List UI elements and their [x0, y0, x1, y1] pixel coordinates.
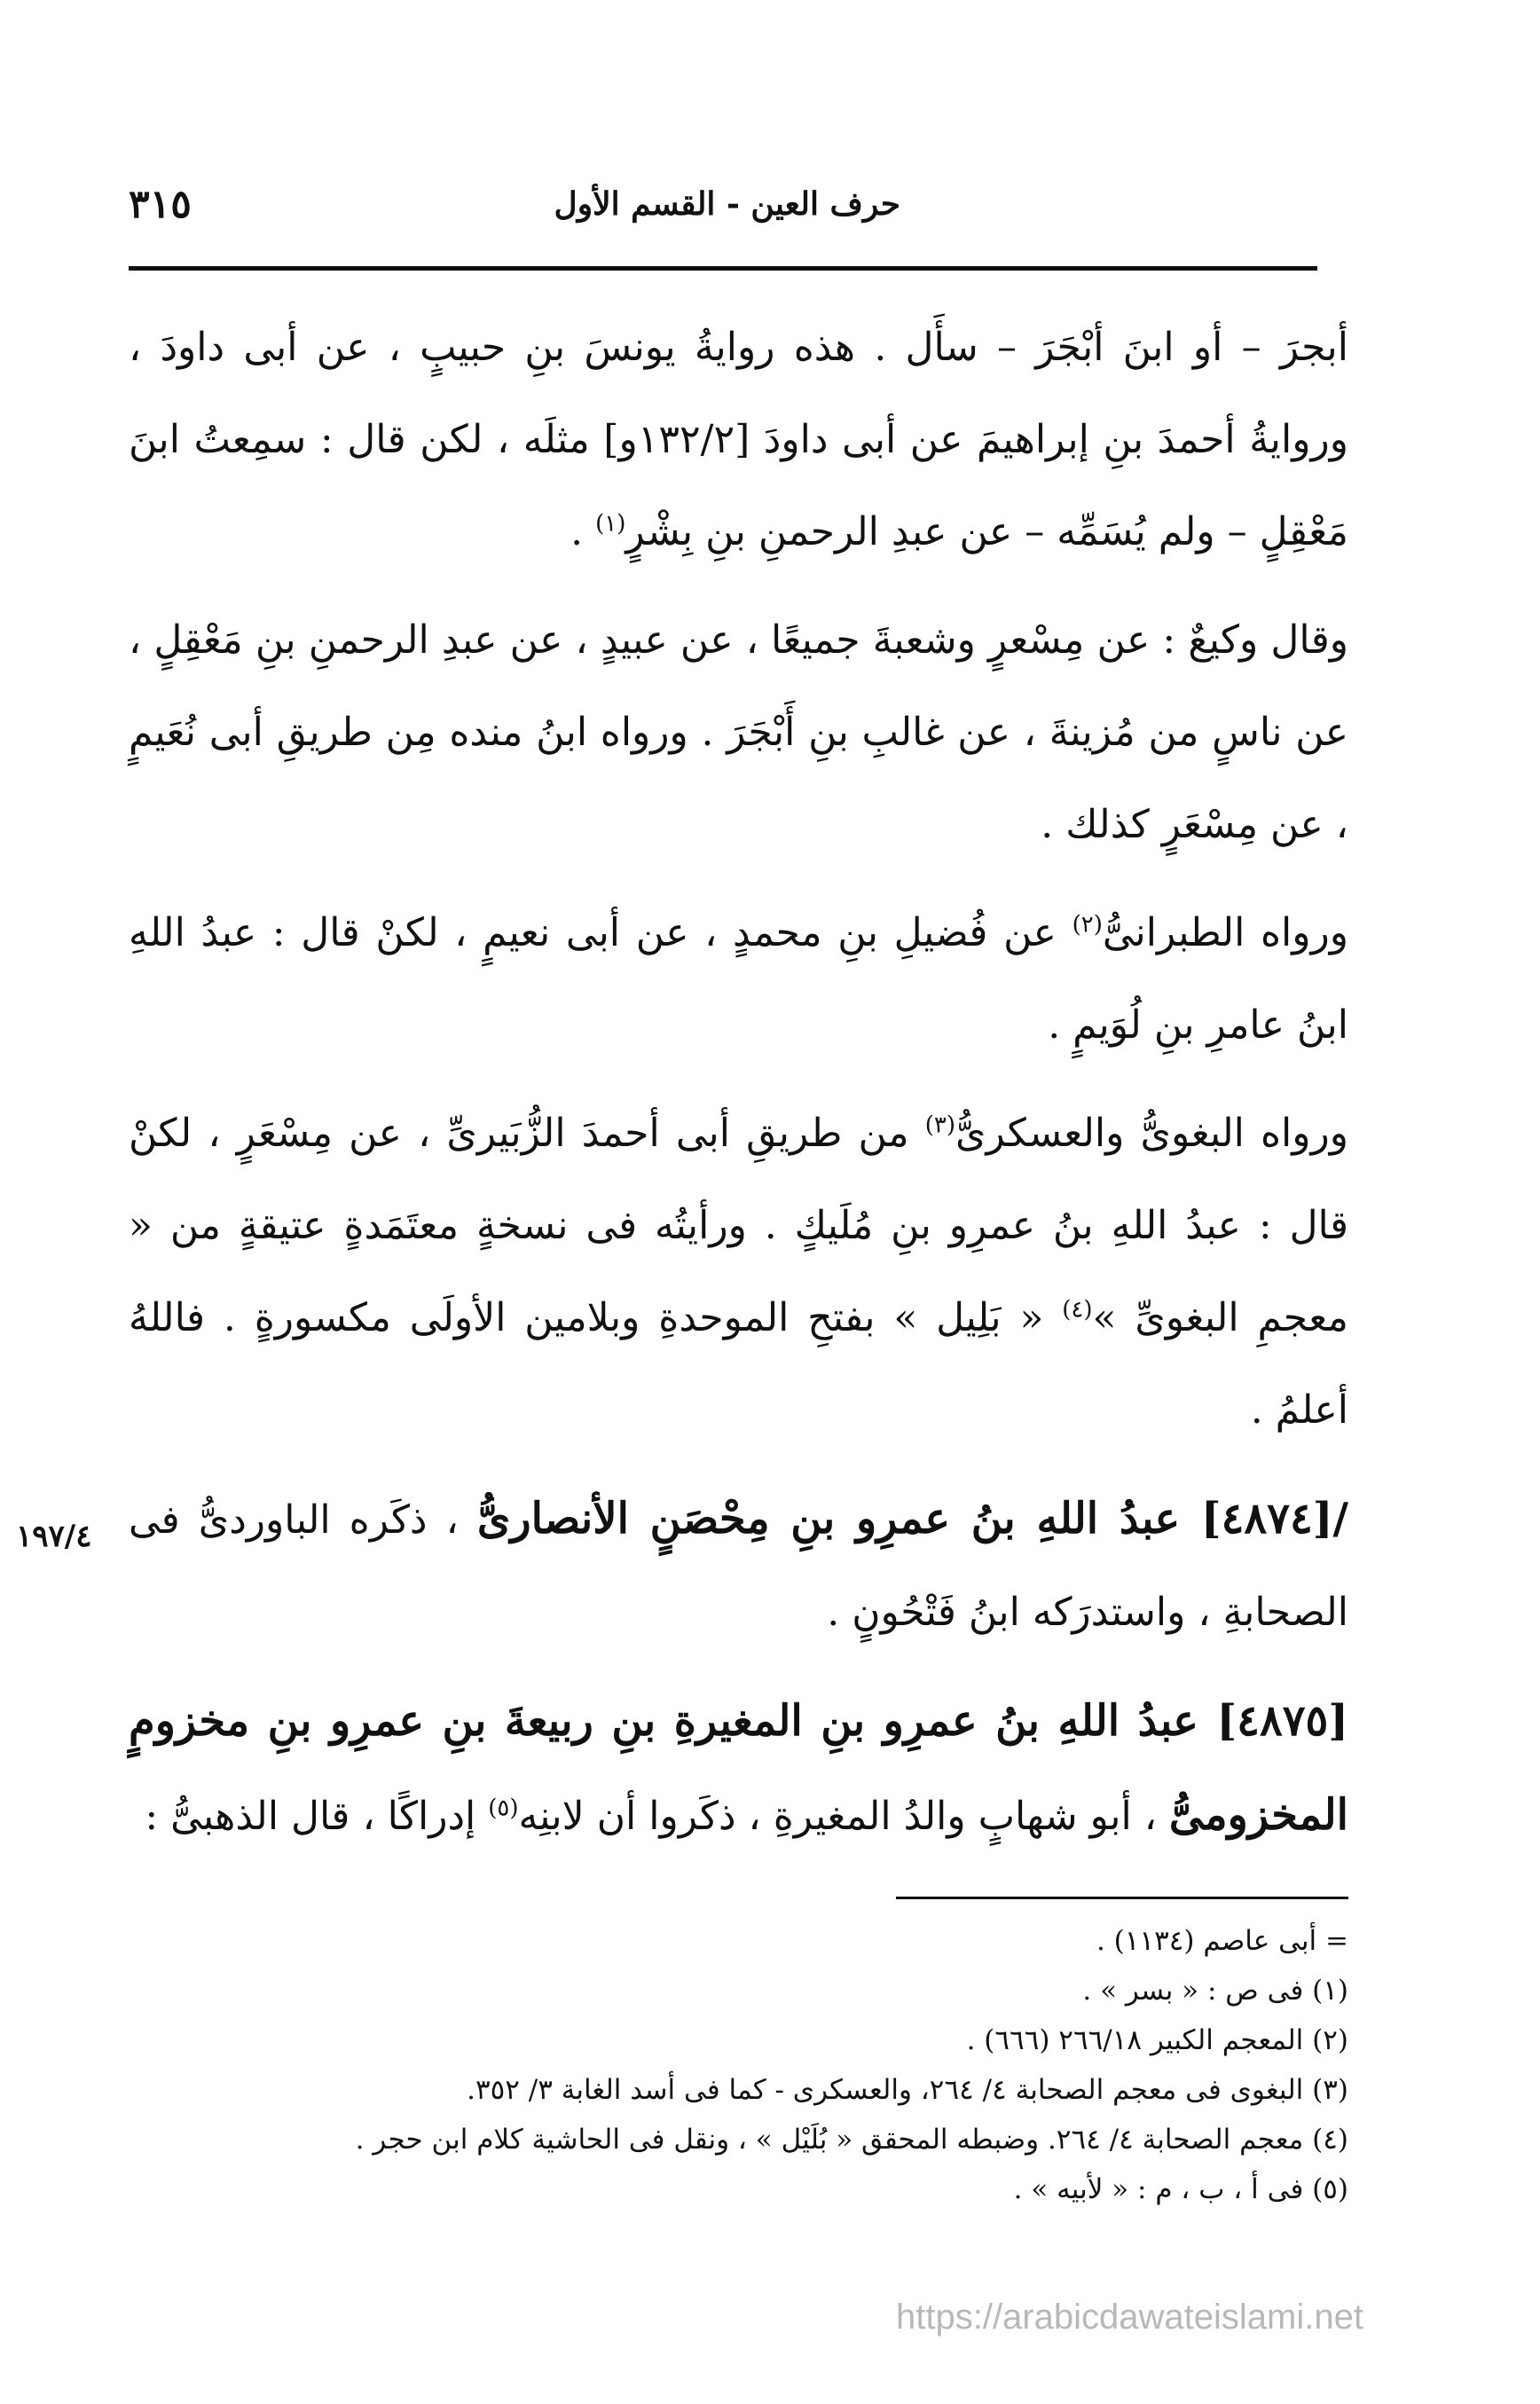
footnote-1: (١) فى ص : « بسر » .: [1082, 1975, 1348, 2007]
footnote-ref-2: (٢): [1072, 911, 1103, 939]
paragraph-1: [129, 302, 1348, 578]
footnote-4: (٤) معجم الصحابة ٤/ ٢٦٤. وضبطه المحقق « بُلَيْل » ، ونقل فى الحاشية كلام ابن حجر .: [355, 2124, 1348, 2156]
footnote-5: (٥) فى أ ، ب ، م : « لأبيه » .: [1013, 2173, 1348, 2205]
paragraph-1-text: أبجرَ – أو ابنَ أبْجَرَ – سأَل . هذه روايةُ يونسَ بنِ حبيبٍ ، عن أبى داودَ ، وروايةُ أحمدَ بنِ إبراهيمَ عن أبى داودَ [١٣٢/٢و] مثلَه ، لكن قال : سمِعتُ ابنَ مَعْقِلٍ – ولم يُسَمِّه – عن عبدِ الرحمنِ بنِ بِشْرٍ: [129, 325, 1348, 554]
entry-4875-text: ، أبو شهابٍ والدُ المغيرةِ ، ذكَروا أن لابنِه: [518, 1794, 1169, 1839]
entry-4874: [129, 1473, 1348, 1659]
paragraph-3-text-b: عن فُضيلِ بنِ محمدٍ ، عن أبى نعيمٍ ، لكنْ قال : عبدُ اللهِ ابنُ عامرِ بنِ لُوَيمٍ .: [129, 910, 1348, 1048]
entry-4875-heading: [٤٨٧٥] عبدُ اللهِ بنُ عمرِو بنِ المغيرةِ بنِ ربيعةَ بنِ عمرِو بنِ مخزومٍ المخزومىُّ: [129, 1696, 1348, 1840]
paragraph-3: [129, 887, 1348, 1072]
header-rule: [129, 266, 1317, 271]
paragraph-1-end: .: [570, 509, 596, 554]
page-header: [129, 182, 1317, 253]
entry-4875-end: إدراكًا ، قال الذهبىُّ :: [145, 1794, 489, 1839]
page-number: ٣١٥: [129, 182, 192, 227]
paragraph-4-text-a: ورواه البغوىُّ والعسكرىُّ: [955, 1111, 1348, 1156]
paragraph-4-text-c: « بَلِيل » بفتحِ الموحدةِ وبلامين الأولَى مكسورةٍ . فاللهُ أعلمُ .: [129, 1295, 1348, 1433]
footnote-ref-1: (١): [595, 510, 626, 538]
entry-4874-heading: [٤٨٧٤] عبدُ اللهِ بنُ عمرِو بنِ مِحْصَنٍ الأنصارىُّ: [476, 1494, 1333, 1544]
watermark-url: https://arabicdawateislami.net: [896, 2298, 1363, 2337]
entry-4874-marker: /: [1332, 1494, 1349, 1544]
footnote-3: (٣) البغوى فى معجم الصحابة ٤/ ٢٦٤، والعسكرى - كما فى أسد الغابة ٣/ ٣٥٢.: [467, 2074, 1348, 2106]
footnote-2: (٢) المعجم الكبير ٢٦٦/١٨ (٦٦٦) .: [966, 2024, 1348, 2056]
paragraph-4: [129, 1088, 1348, 1457]
entry-4875: [129, 1675, 1348, 1863]
footnote-ref-3: (٣): [924, 1112, 955, 1139]
main-text: [129, 302, 1348, 1879]
paragraph-3-text-a: ورواه الطبرانىُّ: [1102, 910, 1349, 955]
footnote-ref-4: (٤): [1062, 1296, 1093, 1324]
paragraph-4-text-b: من طريقِ أبى أحمدَ الزُّبَيرىِّ ، عن مِسْعَرٍ ، لكنْ قال : عبدُ اللهِ بنُ عمرِو بنِ مُلَيكٍ . ورأيتُه فى نسخةٍ معتَمَدةٍ عتيقةٍ من « معجمِ البغوىِّ »: [129, 1111, 1348, 1340]
footnotes: [129, 1916, 1348, 2214]
footnote-ref-5: (٥): [488, 1795, 519, 1822]
entry-4874-text: ، ذكَره الباوردىُّ فى الصحابةِ ، واستدرَكه ابنُ فَتْحُونٍ .: [129, 1497, 1348, 1635]
footnote-continued: = أبى عاصم (١١٣٤) .: [1096, 1925, 1348, 1957]
footnote-rule: [896, 1897, 1348, 1899]
paragraph-2: وقال وكيعٌ : عن مِسْعرٍ وشعبةَ جميعًا ، عن عبيدٍ ، عن عبدِ الرحمنِ بنِ مَعْقِلٍ ، عن ناسٍ من مُزينةَ ، عن غالبِ بنِ أَبْجَرَ . ورواه ابنُ منده مِن طريقِ أبى نُعَيمٍ ، عن مِسْعَرٍ كذلك .: [129, 617, 1348, 847]
running-title: حرف العين - القسم الأول: [554, 185, 900, 223]
margin-volume-reference: ١٩٧/٤: [16, 1519, 92, 1554]
